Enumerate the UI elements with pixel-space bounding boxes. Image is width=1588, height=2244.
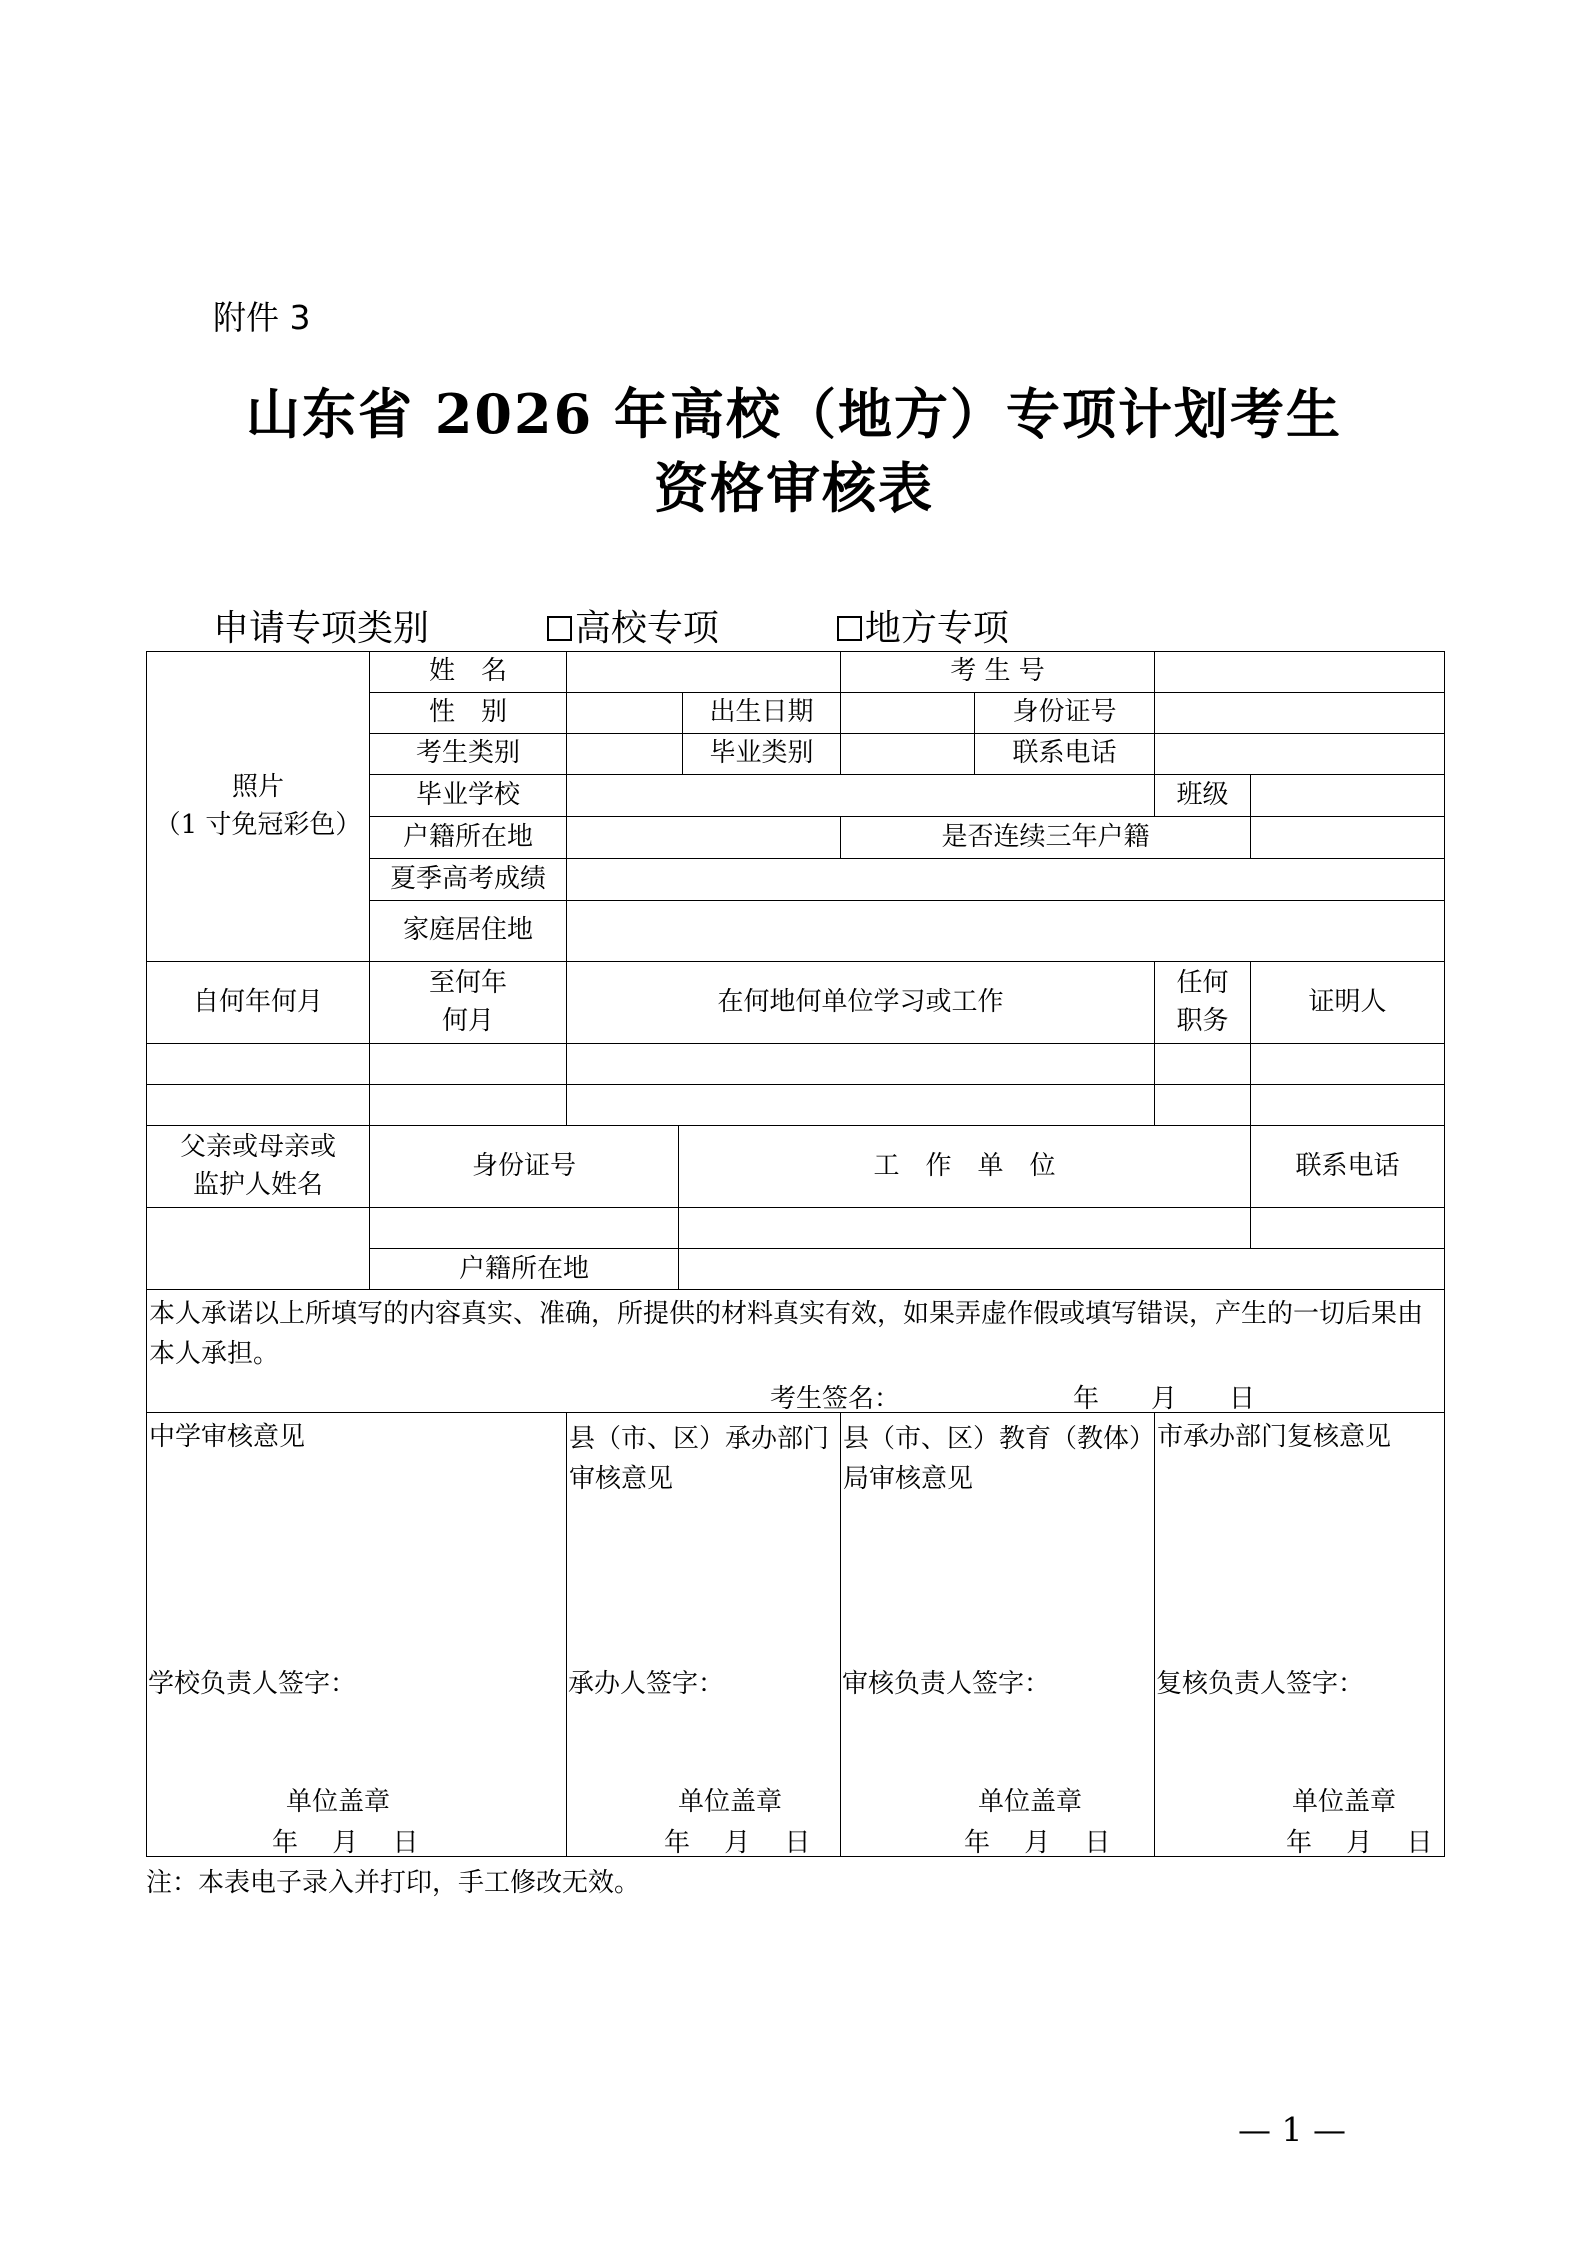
sign-date: 年 月 日 bbox=[1073, 1384, 1256, 1414]
grad-type-label: 毕业类别 bbox=[682, 733, 841, 775]
hukou-field[interactable] bbox=[566, 816, 841, 859]
history-to-field[interactable] bbox=[369, 1043, 567, 1085]
from-when-header: 自何年何月 bbox=[146, 961, 370, 1044]
history-witness-field[interactable] bbox=[1250, 1084, 1445, 1126]
history-from-field[interactable] bbox=[146, 1084, 370, 1126]
hukou-3yrs-label: 是否连续三年户籍 bbox=[840, 816, 1251, 859]
birth-date-label: 出生日期 bbox=[682, 692, 841, 734]
class-field[interactable] bbox=[1250, 774, 1445, 817]
checkbox-icon[interactable] bbox=[547, 616, 572, 641]
date-label: 年 月 日 bbox=[272, 1828, 419, 1858]
to-when-header: 至何年 何月 bbox=[369, 961, 567, 1044]
photo-box[interactable] bbox=[146, 651, 370, 962]
attachment-label: 附件 3 bbox=[213, 298, 311, 337]
review-title: 县（市、区）承办部门审核意见 bbox=[569, 1424, 830, 1494]
id-no-field[interactable] bbox=[1154, 692, 1445, 734]
page-title: 山东省 2026 年高校（地方）专项计划考生 bbox=[246, 382, 1342, 446]
witness-header: 证明人 bbox=[1250, 961, 1445, 1044]
photo-spec: （1 寸免冠彩色） bbox=[154, 809, 362, 840]
parent-phone-field[interactable] bbox=[1250, 1207, 1445, 1249]
photo-label: 照片 bbox=[231, 771, 284, 802]
review-title: 中学审核意见 bbox=[149, 1422, 306, 1452]
school-label: 毕业学校 bbox=[369, 774, 567, 817]
date-label: 年 月 日 bbox=[964, 1828, 1111, 1858]
parent-hukou-field[interactable] bbox=[678, 1248, 1445, 1290]
residence-field[interactable] bbox=[566, 900, 1445, 962]
category-row bbox=[213, 600, 1009, 651]
residence-label: 家庭居住地 bbox=[369, 900, 567, 962]
review-title: 县（市、区）教育（教体）局审核意见 bbox=[843, 1424, 1143, 1494]
category-option-university[interactable]: 高校专项 bbox=[547, 600, 719, 651]
parent-name-field[interactable] bbox=[146, 1207, 370, 1290]
id-no-label: 身份证号 bbox=[974, 692, 1155, 734]
review-signature: 承办人签字： bbox=[568, 1669, 725, 1699]
stamp-label: 单位盖章 bbox=[286, 1787, 391, 1817]
hukou-3yrs-field[interactable] bbox=[1250, 816, 1445, 859]
birth-date-field[interactable] bbox=[840, 692, 975, 734]
gender-label: 性 别 bbox=[369, 692, 567, 734]
parent-id-header: 身份证号 bbox=[369, 1125, 679, 1208]
student-type-field[interactable] bbox=[566, 733, 683, 775]
history-witness-field[interactable] bbox=[1250, 1043, 1445, 1085]
history-position-field[interactable] bbox=[1154, 1084, 1251, 1126]
stamp-label: 单位盖章 bbox=[678, 1787, 783, 1817]
history-unit-field[interactable] bbox=[566, 1043, 1155, 1085]
history-unit-field[interactable] bbox=[566, 1084, 1155, 1126]
class-label: 班级 bbox=[1154, 774, 1251, 817]
category-option-local[interactable]: 地方专项 bbox=[837, 600, 1009, 651]
stamp-label: 单位盖章 bbox=[978, 1787, 1083, 1817]
grad-type-field[interactable] bbox=[840, 733, 975, 775]
checkbox-icon[interactable] bbox=[837, 616, 862, 641]
parent-name-header: 父亲或母亲或 监护人姓名 bbox=[146, 1125, 370, 1208]
history-to-field[interactable] bbox=[369, 1084, 567, 1126]
summer-score-label: 夏季高考成绩 bbox=[369, 858, 567, 901]
page-number: — 1 — bbox=[1238, 2110, 1346, 2149]
name-label: 姓 名 bbox=[369, 651, 567, 693]
phone-field[interactable] bbox=[1154, 733, 1445, 775]
gender-field[interactable] bbox=[566, 692, 683, 734]
parent-phone-header: 联系电话 bbox=[1250, 1125, 1445, 1208]
position-header: 任何 职务 bbox=[1154, 961, 1251, 1044]
review-title: 市承办部门复核意见 bbox=[1157, 1422, 1392, 1452]
review-signature: 审核负责人签字： bbox=[842, 1669, 1051, 1699]
exam-no-field[interactable] bbox=[1154, 651, 1445, 693]
review-signature: 学校负责人签字： bbox=[148, 1669, 357, 1699]
date-label: 年 月 日 bbox=[664, 1828, 811, 1858]
parent-hukou-label: 户籍所在地 bbox=[369, 1248, 679, 1290]
history-from-field[interactable] bbox=[146, 1043, 370, 1085]
parent-work-field[interactable] bbox=[678, 1207, 1251, 1249]
stamp-label: 单位盖章 bbox=[1292, 1787, 1397, 1817]
parent-id-field[interactable] bbox=[369, 1207, 679, 1249]
date-label: 年 月 日 bbox=[1286, 1828, 1433, 1858]
name-field[interactable] bbox=[566, 651, 841, 693]
summer-score-field[interactable] bbox=[566, 858, 1445, 901]
where-unit-header: 在何地何单位学习或工作 bbox=[566, 961, 1155, 1044]
hukou-label: 户籍所在地 bbox=[369, 816, 567, 859]
category-label: 申请专项类别 bbox=[213, 608, 430, 649]
history-position-field[interactable] bbox=[1154, 1043, 1251, 1085]
page-subtitle: 资格审核表 bbox=[654, 456, 934, 520]
phone-label: 联系电话 bbox=[974, 733, 1155, 775]
sign-label: 考生签名： bbox=[770, 1384, 901, 1414]
exam-no-label: 考 生 号 bbox=[840, 651, 1155, 693]
student-type-label: 考生类别 bbox=[369, 733, 567, 775]
school-field[interactable] bbox=[566, 774, 1155, 817]
review-signature: 复核负责人签字： bbox=[1156, 1669, 1365, 1699]
footnote: 注：本表电子录入并打印，手工修改无效。 bbox=[146, 1868, 641, 1898]
pledge-text: 本人承诺以上所填写的内容真实、准确，所提供的材料真实有效，如果弄虚作假或填写错误，产生的一切后果由本人承担。 bbox=[149, 1299, 1424, 1369]
parent-work-header: 工 作 单 位 bbox=[678, 1125, 1251, 1208]
